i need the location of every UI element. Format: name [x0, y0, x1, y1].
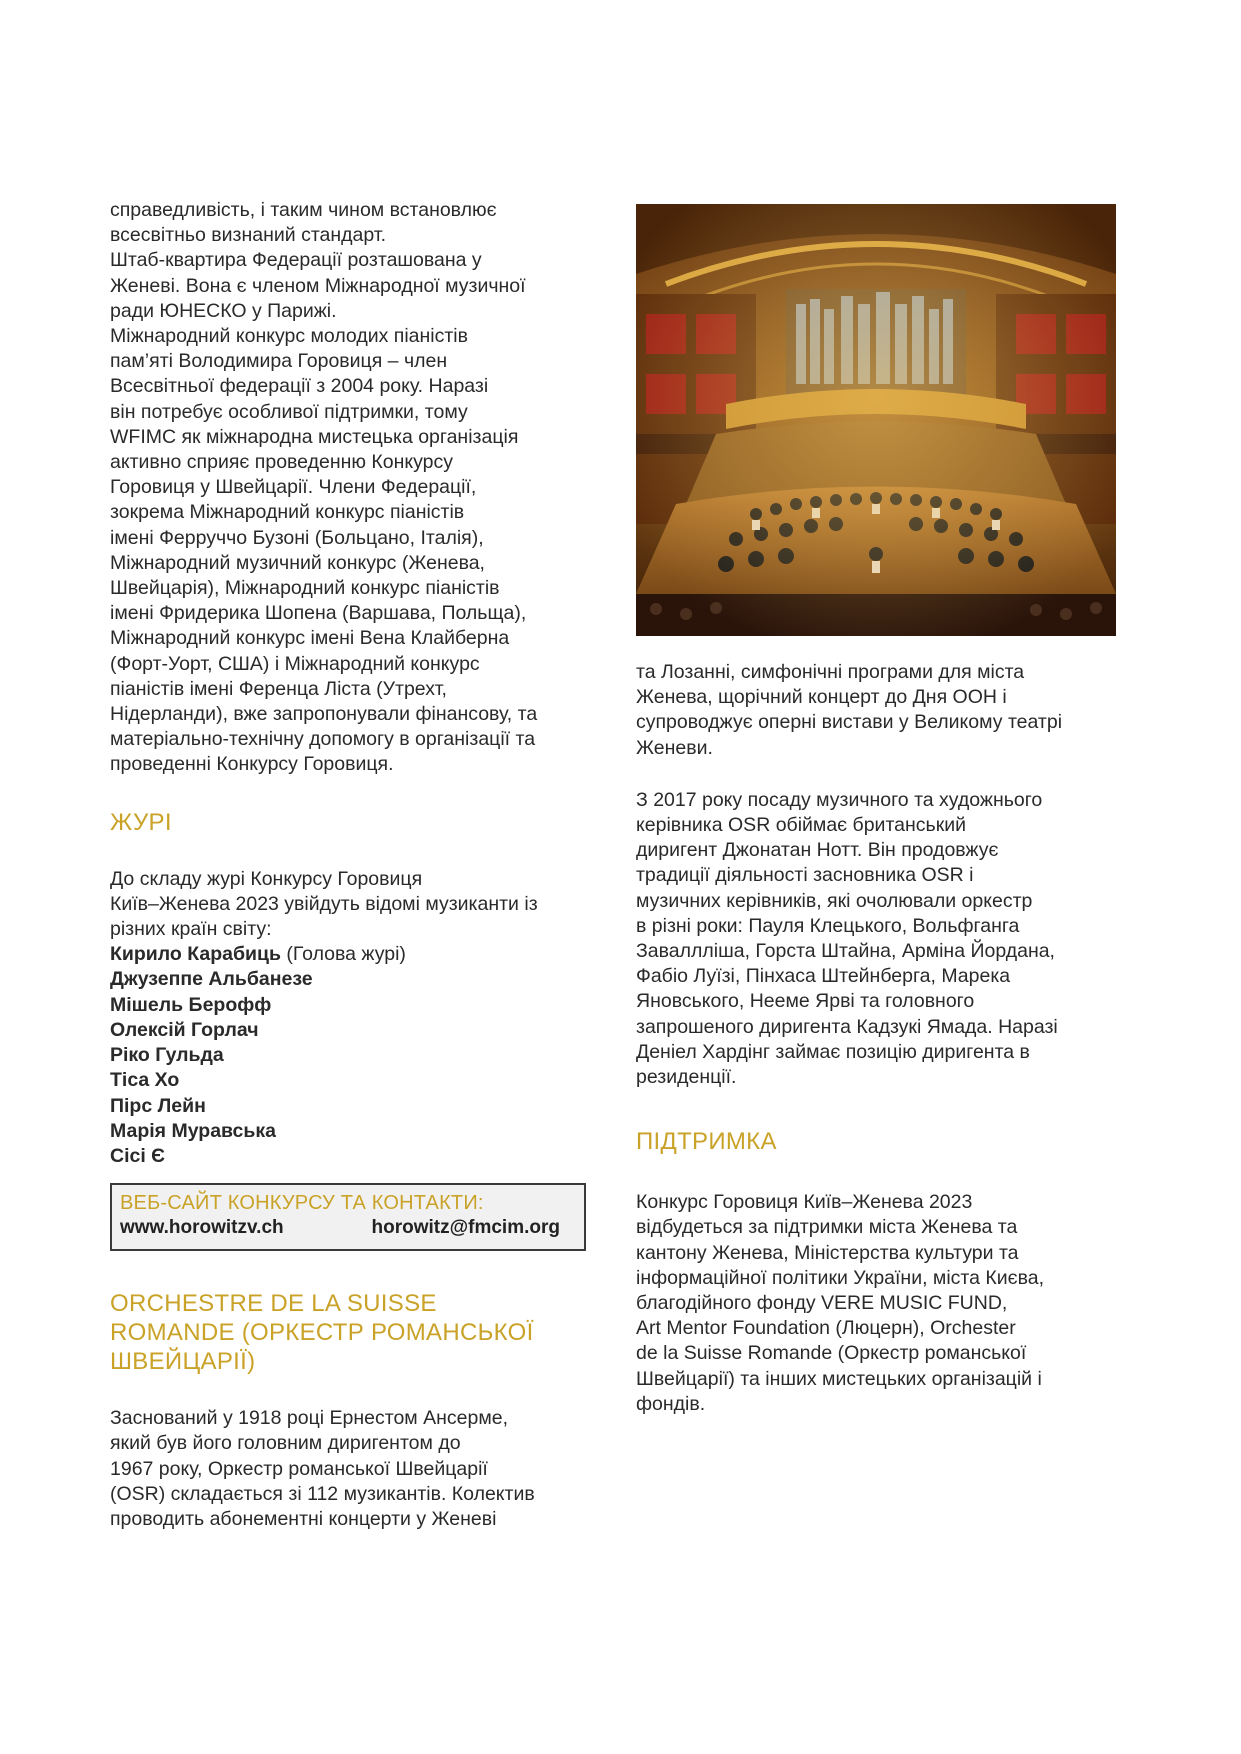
orchestra-hall-photo: [636, 204, 1116, 636]
text-line: який був його головним диригентом до: [110, 1432, 461, 1455]
text-line: піаністів імені Ференца Ліста (Утрехт,: [110, 677, 447, 700]
jury-member: [110, 1094, 590, 1119]
text-line: (Форт-Уорт, США) і Міжнародний конкурс: [110, 652, 480, 675]
jury-member-name: Марія Муравська: [110, 1119, 276, 1142]
text-line: диригент Джонатан Нотт. Він продовжує: [636, 839, 999, 862]
jury-member-name: Сісі Є: [110, 1144, 166, 1167]
jury-member: [110, 1018, 590, 1043]
text-line: відбудеться за підтримки міста Женева та: [636, 1216, 1018, 1239]
text-line: de la Suisse Romande (Оркестр романської: [636, 1342, 1027, 1365]
jury-member-name: Олексій Горлач: [110, 1018, 259, 1041]
jury-member-name: Тіса Хо: [110, 1069, 180, 1092]
text-line: Нідерланди), вже запропонували фінансову, та: [110, 703, 538, 726]
text-line: Фабіо Луїзі, Пінхаса Штейнберга, Марека: [636, 965, 1011, 988]
text-line: імені Ферруччо Бузоні (Больцано, Італія),: [110, 526, 484, 549]
text-line: запрошеного диригента Кадзукі Ямада. Наразі: [636, 1015, 1058, 1038]
osr-heading: [110, 1289, 590, 1376]
text-line: матеріально-технічну допомогу в організації та: [110, 728, 536, 751]
text-line: До складу журі Конкурсу Горовиця: [110, 867, 423, 890]
federation-paragraph: [110, 198, 590, 778]
text-line: супроводжує оперні вистави у Великому театрі: [636, 711, 1063, 734]
support-heading: ПІДТРИМКА: [636, 1128, 777, 1156]
text-line: імені Фридерика Шопена (Варшава, Польща),: [110, 602, 527, 625]
text-line: активно сприяє проведенню Конкурсу: [110, 451, 453, 474]
osr-continued-paragraph: [636, 660, 1116, 761]
text-line: Швейцарія), Міжнародний конкурс піаністів: [110, 577, 500, 600]
text-line: Всесвітньої федерації з 2004 року. Наразі: [110, 375, 489, 398]
osr-2017-paragraph: [636, 788, 1116, 1090]
text-line: всесвітньо визнаний стандарт.: [110, 224, 386, 247]
text-line: інформаційної політики України, міста Києва,: [636, 1266, 1044, 1289]
text-line: зокрема Міжнародний конкурс піаністів: [110, 501, 465, 524]
jury-member: [110, 1144, 590, 1169]
text-line: Київ–Женева 2023 увійдуть відомі музиканти із: [110, 892, 538, 915]
text-line: Конкурс Горовиця Київ–Женева 2023: [636, 1191, 973, 1214]
text-line: керівника OSR обіймає британський: [636, 814, 967, 837]
text-line: проводить абонементні концерти у Женеві: [110, 1507, 497, 1530]
jury-member: [110, 1119, 590, 1144]
text-line: Швейцарії) та інших мистецьких організацій і: [636, 1367, 1042, 1390]
jury-member-note: (Голова журі): [281, 943, 406, 966]
jury-member: [110, 967, 590, 992]
text-line: ШВЕЙЦАРІЇ): [110, 1348, 256, 1376]
text-line: та Лозанні, симфонічні програми для міста: [636, 661, 1025, 683]
text-line: Яновського, Нееме Ярві та головного: [636, 990, 975, 1013]
jury-member: [110, 1068, 590, 1093]
contacts-title: ВЕБ-САЙТ КОНКУРСУ ТА КОНТАКТИ:: [120, 1192, 484, 1215]
jury-member-name: Мішель Берофф: [110, 993, 272, 1016]
text-line: пам’яті Володимира Горовиця – член: [110, 350, 448, 373]
text-line: фондів.: [636, 1392, 706, 1415]
text-line: він потребує особливої підтримки, тому: [110, 400, 468, 423]
jury-member: [110, 942, 590, 967]
text-line: Заснований у 1918 році Ернестом Ансерме,: [110, 1407, 508, 1430]
text-line: традиції діяльності засновника OSR і: [636, 864, 974, 887]
text-line: 1967 року, Оркестр романської Швейцарії: [110, 1457, 488, 1480]
osr-paragraph: [110, 1406, 590, 1532]
text-line: кантону Женева, Міністерства культури та: [636, 1241, 1019, 1264]
jury-member-name: Пірс Лейн: [110, 1094, 206, 1117]
text-line: Женеви.: [636, 736, 713, 759]
jury-member: [110, 993, 590, 1018]
text-line: в різні роки: Пауля Клецького, Вольфганга: [636, 914, 1020, 937]
text-line: Женеві. Вона є членом Міжнародної музичної: [110, 274, 526, 297]
text-line: справедливість, і таким чином встановлює: [110, 199, 497, 221]
text-line: резиденції.: [636, 1066, 737, 1089]
email-link[interactable]: horowitz@fmcim.org: [371, 1217, 560, 1239]
text-line: Женева, щорічний концерт до Дня ООН і: [636, 686, 1007, 709]
text-line: Заваллліша, Горста Штайна, Арміна Йордана,: [636, 940, 1055, 963]
jury-member-name: Джузеппе Альбанезе: [110, 968, 313, 991]
text-line: ORCHESTRE DE LA SUISSE: [110, 1290, 437, 1318]
right-column: [636, 660, 1116, 1417]
text-line: ROMANDE (ОРКЕСТР РОМАНСЬКОЇ: [110, 1319, 534, 1347]
text-line: Штаб-квартира Федерації розташована у: [110, 249, 482, 272]
jury-list: [110, 942, 590, 1169]
jury-intro: [110, 867, 590, 943]
website-link[interactable]: www.horowitzv.ch: [120, 1217, 284, 1239]
jury-member-name: Кирило Карабиць: [110, 943, 281, 966]
text-line: З 2017 року посаду музичного та художнього: [636, 788, 1043, 811]
jury-member-name: Ріко Гульда: [110, 1044, 224, 1067]
text-line: Міжнародний конкурс молодих піаністів: [110, 325, 468, 348]
text-line: музичних керівників, які очолювали оркестр: [636, 889, 1033, 912]
text-line: Деніел Хардінг займає позицію диригента в: [636, 1040, 1030, 1063]
text-line: благодійного фонду VERE MUSIC FUND,: [636, 1292, 1008, 1315]
text-line: Горовиця у Швейцарії. Члени Федерації,: [110, 476, 477, 499]
text-line: ради ЮНЕСКО у Парижі.: [110, 299, 337, 322]
contacts-box: [110, 1183, 586, 1251]
jury-heading: ЖУРІ: [110, 808, 172, 836]
text-line: проведенні Конкурсу Горовиця.: [110, 753, 394, 776]
text-line: різних країн світу:: [110, 918, 272, 941]
left-column: [110, 198, 590, 1532]
text-line: WFIMC як міжнародна мистецька організація: [110, 425, 519, 448]
text-line: Art Mentor Foundation (Люцерн), Orchester: [636, 1317, 1016, 1340]
text-line: Міжнародний музичний конкурс (Женева,: [110, 551, 485, 574]
text-line: (OSR) складається зі 112 музикантів. Колектив: [110, 1482, 535, 1505]
text-line: Міжнародний конкурс імені Вена Клайберна: [110, 627, 510, 650]
contacts-row: [120, 1215, 576, 1241]
support-paragraph: [636, 1190, 1116, 1417]
jury-member: [110, 1043, 590, 1068]
